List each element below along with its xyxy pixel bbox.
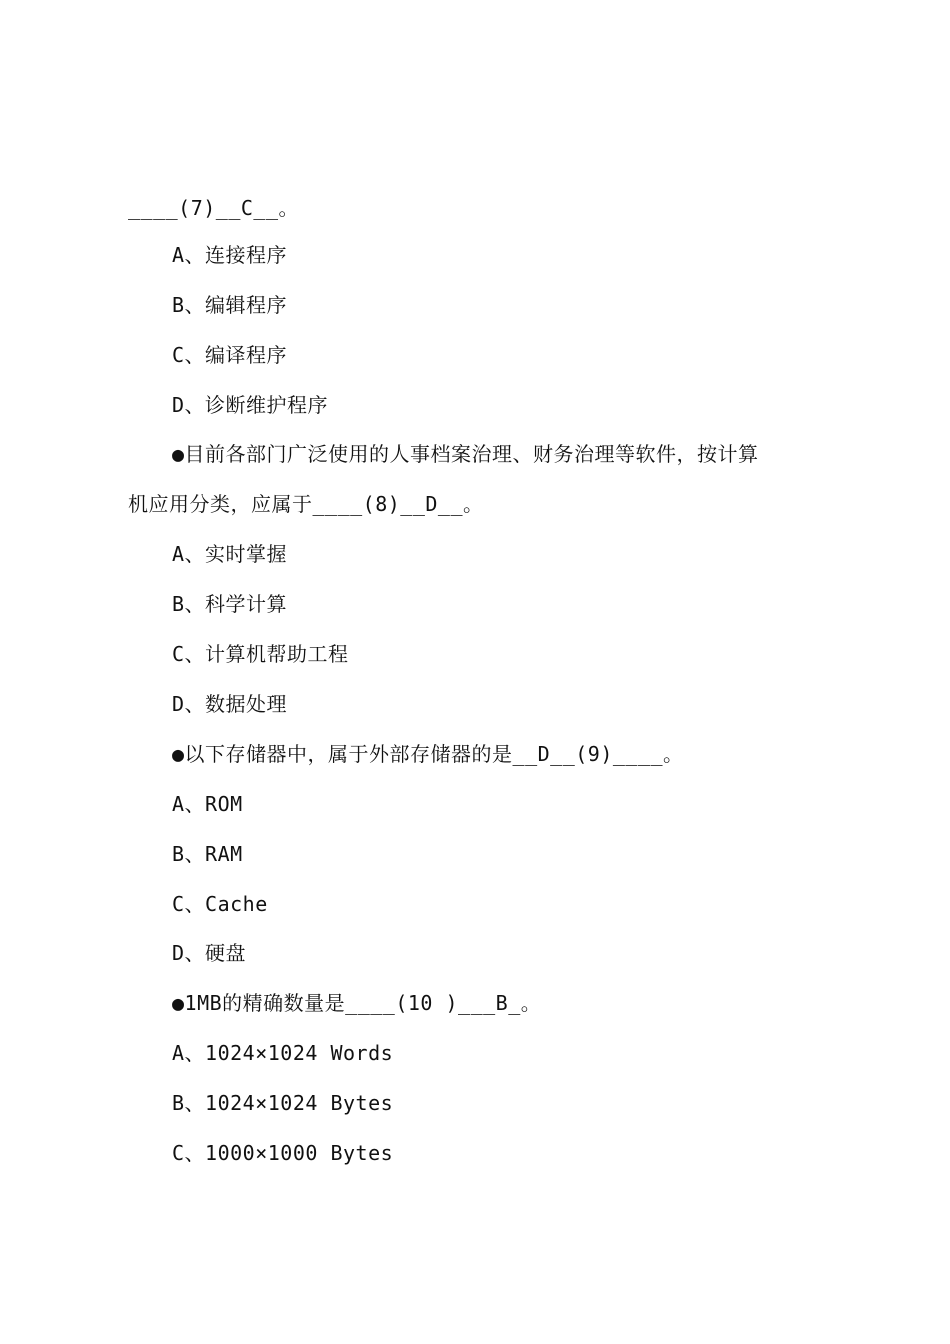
q9-option-d: D、硬盘	[172, 941, 247, 965]
q7-option-d: D、诊断维护程序	[172, 393, 329, 417]
q8-option-d: D、数据处理	[172, 692, 288, 716]
q8-option-c: C、计算机帮助工程	[172, 642, 349, 666]
q8-option-a: A、实时掌握	[172, 542, 288, 566]
q7-option-a: A、连接程序	[172, 243, 288, 267]
q7-option-c: C、编译程序	[172, 343, 288, 367]
q10-option-a: A、1024×1024 Words	[172, 1041, 394, 1065]
q9-option-a: A、ROM	[172, 792, 243, 816]
q9-stem: ●以下存储器中，属于外部存储器的是__D__(9)____。	[172, 742, 684, 766]
q10-option-c: C、1000×1000 Bytes	[172, 1141, 394, 1165]
q10-option-b: B、1024×1024 Bytes	[172, 1091, 394, 1115]
q9-option-c: C、Cache	[172, 892, 268, 916]
q8-stem-line2: 机应用分类，应属于____(8)__D__。	[128, 492, 484, 516]
q10-stem: ●1MB的精确数量是____(10 )___B_。	[172, 991, 542, 1015]
q8-option-b: B、科学计算	[172, 592, 288, 616]
q7-option-b: B、编辑程序	[172, 293, 288, 317]
q7-stem-tail: ____(7)__C__。	[128, 196, 299, 220]
q9-option-b: B、RAM	[172, 842, 243, 866]
q8-stem-line1: ●目前各部门广泛使用的人事档案治理、财务治理等软件，按计算	[172, 442, 759, 466]
